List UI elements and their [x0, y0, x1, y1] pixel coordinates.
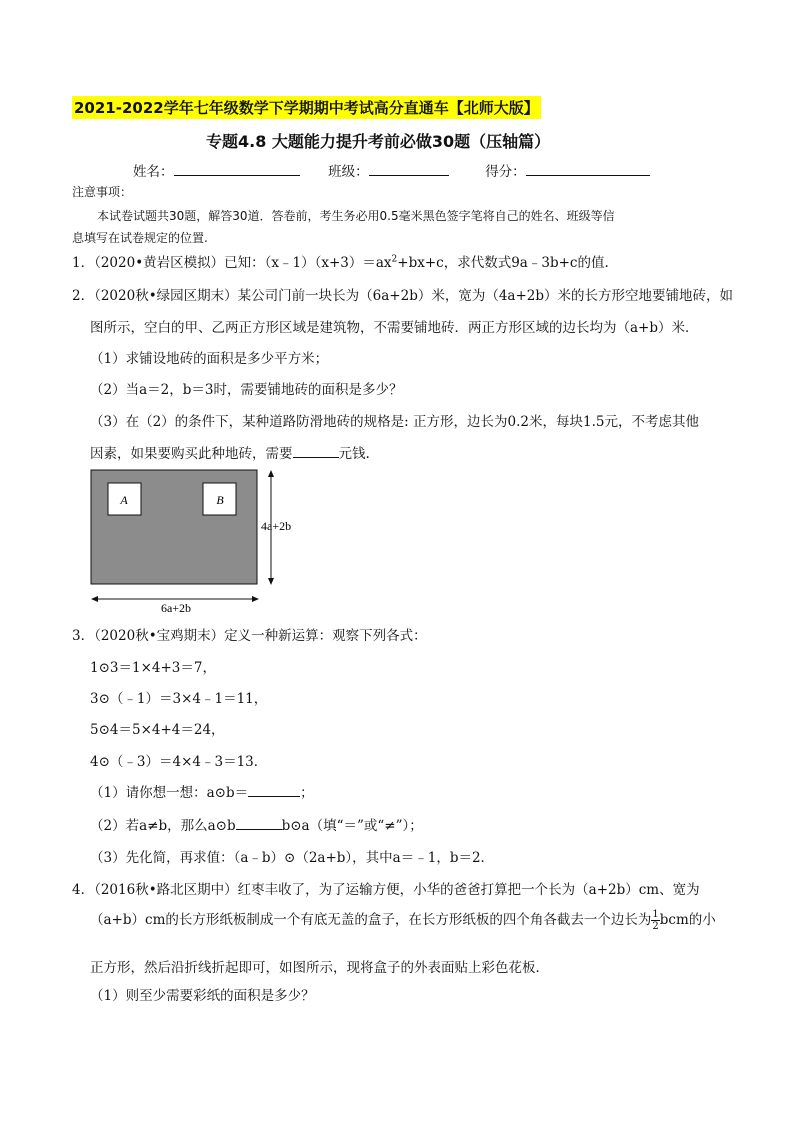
q4-sub-1: （1）则至少需要彩纸的面积是多少？ [90, 988, 315, 1004]
q4-line-1: 4．（2016秋•路北区期中）红枣丰收了，为了运输方便，小华的爸爸打算把一个长为（a+2b）cm、宽为 [72, 882, 700, 898]
width-arrow-head-left [91, 596, 98, 602]
q2-sub-2: （2）当a＝2，b＝3时，需要铺地砖的面积是多少？ [90, 382, 403, 398]
width-arrow-head-right [252, 596, 259, 602]
q4-line-2 [90, 908, 716, 932]
q3-sub-1 [90, 781, 314, 801]
fraction-numerator: 1 [652, 909, 659, 920]
class-label: 班级： [328, 164, 369, 180]
q3-sub-2 [90, 814, 423, 834]
q2-answer-blank[interactable] [293, 445, 339, 458]
fraction-denominator: 2 [652, 921, 659, 932]
q2-sub-3-text-a: 因素，如果要购买此种地砖，需要 [90, 446, 293, 462]
q2-line-1: 2．（2020秋•绿园区期末）某公司门前一块长为（6a+2b）米，宽为（4a+2b）米的长方形空地要铺地砖，如 [72, 288, 734, 304]
notice-line-2: 息填写在试卷规定的位置. [72, 231, 208, 245]
height-arrow-head-bottom [268, 578, 274, 585]
name-field[interactable] [174, 163, 300, 176]
page-title: 专题4.8 大题能力提升考前必做30题（压轴篇） [206, 132, 551, 151]
info-row [133, 160, 650, 180]
question-1 [72, 251, 609, 271]
height-arrow-head-top [268, 470, 274, 477]
notice-line-1: 本试卷试题共30题，解答30道．答卷前，考生务必用0.5毫米黑色签字笔将自己的姓名、班级等信 [97, 209, 615, 223]
q3-line-1: 3．（2020秋•宝鸡期末）定义一种新运算：观察下列各式： [72, 628, 427, 644]
q2-sub-3-line-1: （3）在（2）的条件下，某种道路防滑地砖的规格是: 正方形，边长为0.2米，每块1.5元，不考虑其他 [90, 414, 699, 430]
q3-sub-3: （3）先化简，再求值：（a﹣b）⊙（2a+b），其中a＝﹣1，b＝2． [90, 850, 495, 866]
q2-line-2: 图所示，空白的甲、乙两正方形区域是建筑物，不需要铺地砖．两正方形区域的边长均为（a+b）米． [90, 320, 699, 336]
q2-sub-3-line-2 [90, 442, 370, 462]
q3-example-3: 5⊙4＝5×4+4＝24， [90, 722, 225, 738]
rectangle-figure [80, 464, 310, 614]
height-label: 4a+2b [261, 519, 292, 533]
q1-superscript: 2 [391, 254, 398, 265]
q3-answer-blank-2[interactable] [236, 817, 282, 830]
q3-sub-2-text-b: b⊙a（填“＝”或“≠”）； [281, 818, 423, 834]
fraction-one-half [651, 909, 659, 932]
q2-sub-3-text-b: 元钱. [338, 446, 370, 462]
q3-answer-blank-1[interactable] [248, 784, 300, 797]
q3-example-1: 1⊙3＝1×4+3＝7， [90, 660, 216, 676]
q3-sub-1-text-a: （1）请你想一想：a⊙b＝ [90, 785, 249, 801]
q3-example-4: 4⊙（﹣3）＝4×4﹣3＝13． [90, 754, 268, 770]
q4-line-3: 正方形，然后沿折线折起即可，如图所示，现将盒子的外表面贴上彩色花板． [90, 960, 549, 976]
q4-line-2-text-a: （a+b）cm的长方形纸板制成一个有底无盖的盒子，在长方形纸板的四个角各截去一个边长为 [90, 912, 652, 928]
score-field[interactable] [526, 163, 650, 176]
q3-sub-1-text-b: ； [300, 785, 314, 801]
label-a: A [120, 493, 128, 507]
q4-line-2-text-b: bcm的小 [659, 912, 716, 928]
width-label: 6a+2b [160, 601, 192, 614]
q1-text-a: 1．（2020•黄岩区模拟）已知：（x﹣1）（x+3）＝ax [72, 255, 392, 271]
label-b: B [216, 493, 224, 507]
class-field[interactable] [369, 163, 449, 176]
highlight-title: 2021-2022学年七年级数学下学期期中考试高分直通车【北师大版】 [72, 96, 541, 119]
name-label: 姓名： [133, 164, 174, 180]
q1-text-b: +bx+c，求代数式9a﹣3b+c的值. [397, 255, 609, 271]
q3-sub-2-text-a: （2）若a≠b，那么a⊙b [90, 818, 236, 834]
q3-example-2: 3⊙（﹣1）＝3×4﹣1＝11， [90, 691, 268, 707]
q2-sub-1: （1）求铺设地砖的面积是多少平方米； [90, 351, 329, 367]
score-label: 得分： [485, 164, 526, 180]
notice-heading: 注意事项： [72, 185, 133, 199]
